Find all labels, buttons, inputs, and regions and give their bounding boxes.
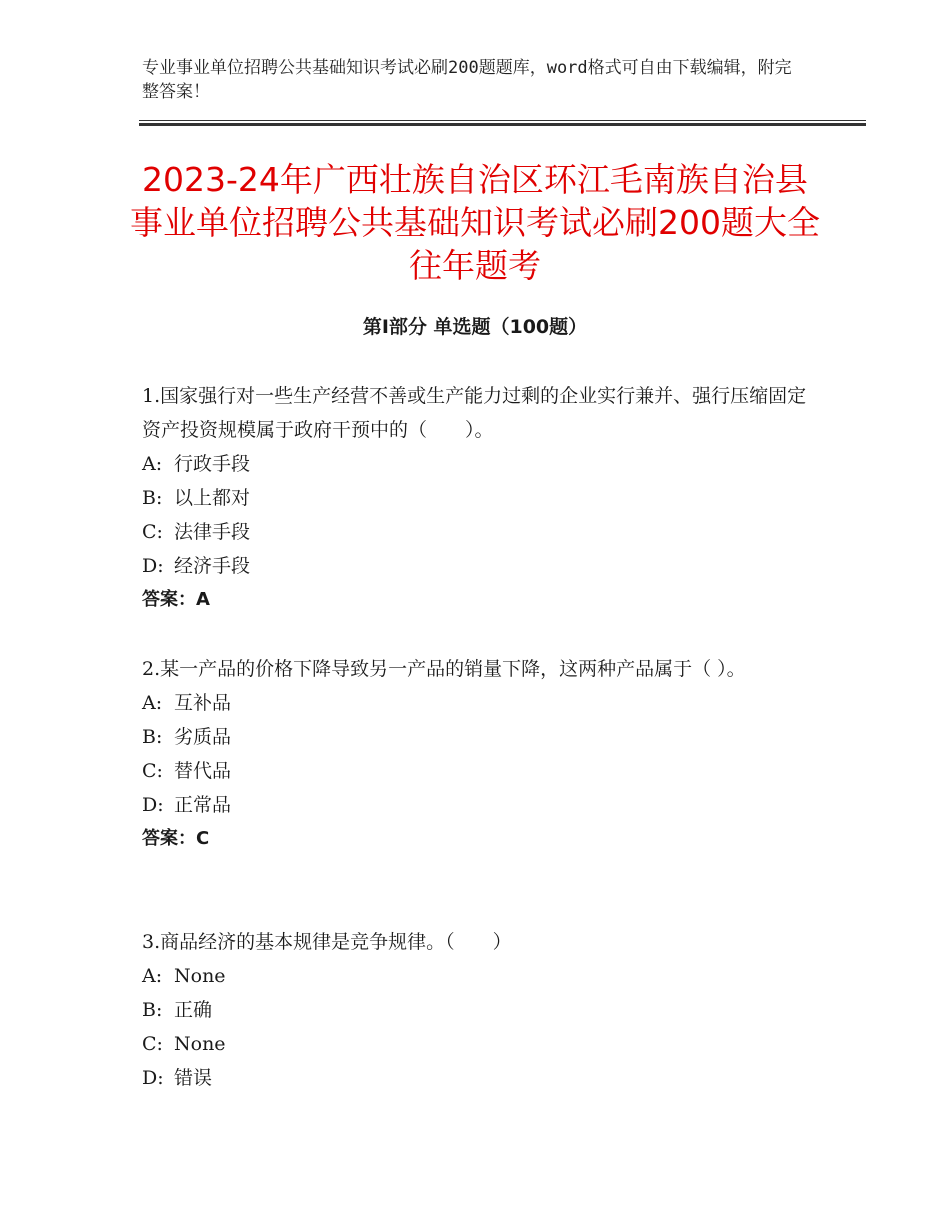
option-d (142, 788, 822, 822)
question-text: 2.某一产品的价格下降导致另一产品的销量下降，这两种产品属于（ ）。 (142, 658, 746, 680)
question-2 (142, 652, 822, 856)
option-text: 正确 (174, 999, 213, 1021)
question-3 (142, 925, 822, 1095)
option-letter: A: (142, 692, 163, 714)
option-d (142, 1061, 822, 1095)
option-text: 以上都对 (174, 487, 251, 509)
header-note: 专业事业单位招聘公共基础知识考试必刷200题题库，word格式可自由下载编辑，附完整答案！ (142, 58, 792, 102)
header-divider (139, 120, 866, 126)
option-text: 互补品 (174, 692, 232, 714)
option-b (142, 481, 822, 515)
option-a (142, 447, 822, 481)
option-b (142, 993, 822, 1027)
option-letter: A: (142, 965, 163, 987)
option-text: 法律手段 (174, 521, 251, 543)
option-a (142, 686, 822, 720)
answer: 答案：C (142, 828, 210, 849)
option-letter: C: (142, 1033, 163, 1055)
question-text: 1.国家强行对一些生产经营不善或生产能力过剩的企业实行兼并、强行压缩固定资产投资规模属于政府干预中的（ ）。 (142, 385, 807, 441)
option-d (142, 549, 822, 583)
option-a (142, 959, 822, 993)
option-text: 行政手段 (174, 453, 251, 475)
option-letter: B: (142, 726, 163, 748)
option-text: 经济手段 (174, 555, 251, 577)
option-letter: A: (142, 453, 163, 475)
question-1 (142, 379, 822, 617)
answer: 答案：A (142, 589, 210, 610)
option-c (142, 515, 822, 549)
question-text: 3.商品经济的基本规律是竞争规律。（ ） (142, 931, 512, 953)
option-letter: C: (142, 760, 163, 782)
option-text: 替代品 (174, 760, 232, 782)
option-letter: C: (142, 521, 163, 543)
option-b (142, 720, 822, 754)
option-text: 错误 (174, 1067, 213, 1089)
option-text: None (174, 1033, 226, 1055)
option-text: None (174, 965, 226, 987)
option-text: 劣质品 (174, 726, 232, 748)
option-c (142, 1027, 822, 1061)
section-title: 第Ⅰ部分 单选题（100题） (362, 316, 588, 338)
option-letter: B: (142, 999, 163, 1021)
document-title: 2023-24年广西壮族自治区环江毛南族自治县事业单位招聘公共基础知识考试必刷200题大全往年题考 (130, 160, 820, 285)
option-letter: D: (142, 555, 164, 577)
option-letter: D: (142, 794, 164, 816)
option-text: 正常品 (174, 794, 232, 816)
option-letter: D: (142, 1067, 164, 1089)
option-letter: B: (142, 487, 163, 509)
option-c (142, 754, 822, 788)
